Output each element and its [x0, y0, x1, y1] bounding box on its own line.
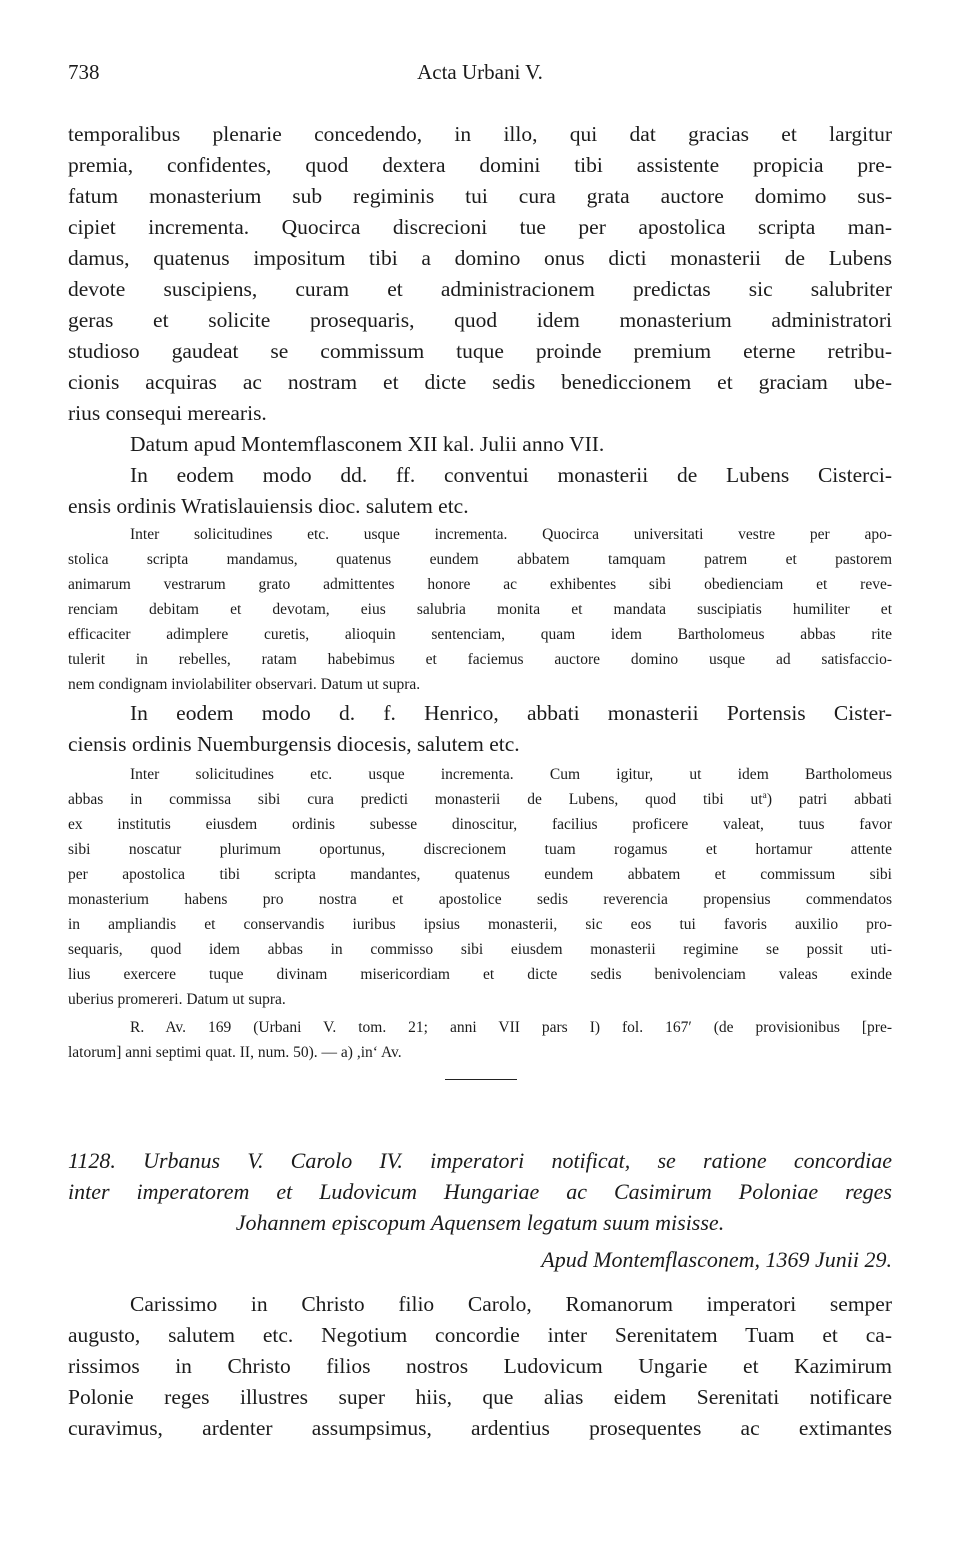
page-header: [68, 60, 892, 90]
text-line: inter imperatorem et Ludovicum Hungariae ac Casimirum Poloniae reges: [68, 1179, 892, 1204]
text-line: abbas in commissa sibi cura predicti monasterii de Lubens, quod tibi $ut^a$) patri abbati: [68, 789, 892, 808]
text-line: cipiet incrementa. Quocirca discrecioni tue per apostolica scripta man-: [68, 215, 892, 239]
text-line: renciam debitam et devotam, eius salubria monita et mandata suscipiatis humiliter et: [68, 601, 892, 618]
text-line: ex institutis eiusdem ordinis subesse dinoscitur, facilius proficere valeat, tuus favor: [68, 816, 892, 833]
running-title: Acta Urbani V.: [417, 60, 543, 84]
text-line: curavimus, ardenter assumpsimus, ardentius prosequentes ac extimantes: [68, 1416, 892, 1440]
text-line: rissimos in Christo filios nostros Ludovicum Ungarie et Kazimirum: [68, 1354, 892, 1378]
text-line: R. Av. 169 (Urbani V. tom. 21; anni VII pars I) fol. 167′ (de provisionibus [pre-: [130, 1019, 892, 1036]
text-line: geras et solicite prosequaris, quod idem monasterium administratori: [68, 308, 892, 332]
text-line: Polonie reges illustres super hiis, que alias eidem Serenitati notificare: [68, 1385, 892, 1409]
text-line: monasterium habens pro nostra et apostolice sedis reverencia propensius commendatos: [68, 891, 892, 908]
text-line: In eodem modo d. f. Henrico, abbati monasterii Portensis Cister-: [130, 701, 892, 725]
text-line: temporalibus plenarie concedendo, in illo, qui dat gracias et largitur: [68, 122, 892, 146]
text-line: nem condignam inviolabiliter observari. Datum ut supra.: [68, 676, 421, 693]
text-line: tulerit in rebelles, ratam habebimus et faciemus auctore domino usque ad satisfaccio-: [68, 651, 892, 668]
text-line: latorum] anni septimi quat. II, num. 50). — a) ,in‘ Av.: [68, 1044, 402, 1061]
text-line: stolica scripta mandamus, quatenus eundem abbatem tamquam patrem et pastorem: [68, 551, 892, 568]
text-line: in ampliandis et conservandis iuribus ipsius monasterii, sic eos tui favoris auxilio pro-: [68, 916, 892, 933]
text-line: uberius promereri. Datum ut supra.: [68, 991, 286, 1008]
text-line: lius exercere tuque divinam misericordiam et dicte sedis benivolenciam valeas exinde: [68, 966, 892, 983]
text-line: 1128. Urbanus V. Carolo IV. imperatori notificat, se ratione concordiae: [68, 1148, 892, 1173]
text-line: Apud Montemflasconem, 1369 Junii 29.: [541, 1247, 892, 1272]
text-line: Johannem episcopum Aquensem legatum suum misisse.: [235, 1210, 725, 1235]
text-line: per apostolica tibi scripta mandantes, quatenus eundem abbatem et commissum sibi: [68, 866, 892, 883]
text-line: Inter solicitudines etc. usque incrementa. Quocirca universitati vestre per apo-: [130, 526, 892, 543]
text-line: fatum monasterium sub regiminis tui cura grata auctore domimo sus-: [68, 184, 892, 208]
text-line: Inter solicitudines etc. usque incrementa. Cum igitur, ut idem Bartholomeus: [130, 766, 892, 783]
text-line: Datum apud Montemflasconem XII kal. Julii anno VII.: [130, 432, 605, 456]
text-line: devote suscipiens, curam et administracionem predictas sic salubriter: [68, 277, 892, 301]
footnote-separator: [445, 1079, 517, 1080]
text-line: rius consequi merearis.: [68, 401, 267, 425]
text-line: damus, quatenus impositum tibi a domino onus dicti monasterii de Lubens: [68, 246, 892, 270]
text-line: ciensis ordinis Nuemburgensis diocesis, salutem etc.: [68, 732, 520, 756]
text-line: studioso gaudeat se commissum tuque proinde premium eterne retribu-: [68, 339, 892, 363]
text-line: sequaris, quod idem abbas in commisso sibi eiusdem monasterii regimine se possit uti-: [68, 941, 892, 958]
text-line: augusto, salutem etc. Negotium concordie inter Serenitatem Tuam et ca-: [68, 1323, 892, 1347]
text-line: In eodem modo dd. ff. conventui monasterii de Lubens Cisterci-: [130, 463, 892, 487]
text-line: sibi noscatur plurimum oportunus, discrecionem tuam rogamus et hortamur attente: [68, 841, 892, 858]
text-line: Carissimo in Christo filio Carolo, Romanorum imperatori semper: [130, 1292, 892, 1316]
text-line: premia, confidentes, quod dextera domini tibi assistente propicia pre-: [68, 153, 892, 177]
text-line: efficaciter adimplere curetis, alioquin sentenciam, quam idem Bartholomeus abbas rite: [68, 626, 892, 643]
text-line: cionis acquiras ac nostram et dicte sedis benediccionem et graciam ube-: [68, 370, 892, 394]
page-number: 738: [68, 60, 100, 84]
text-line: animarum vestrarum grato admittentes honore ac exhibentes sibi obedienciam et reve-: [68, 576, 892, 593]
text-line: ensis ordinis Wratislauiensis dioc. salutem etc.: [68, 494, 469, 518]
